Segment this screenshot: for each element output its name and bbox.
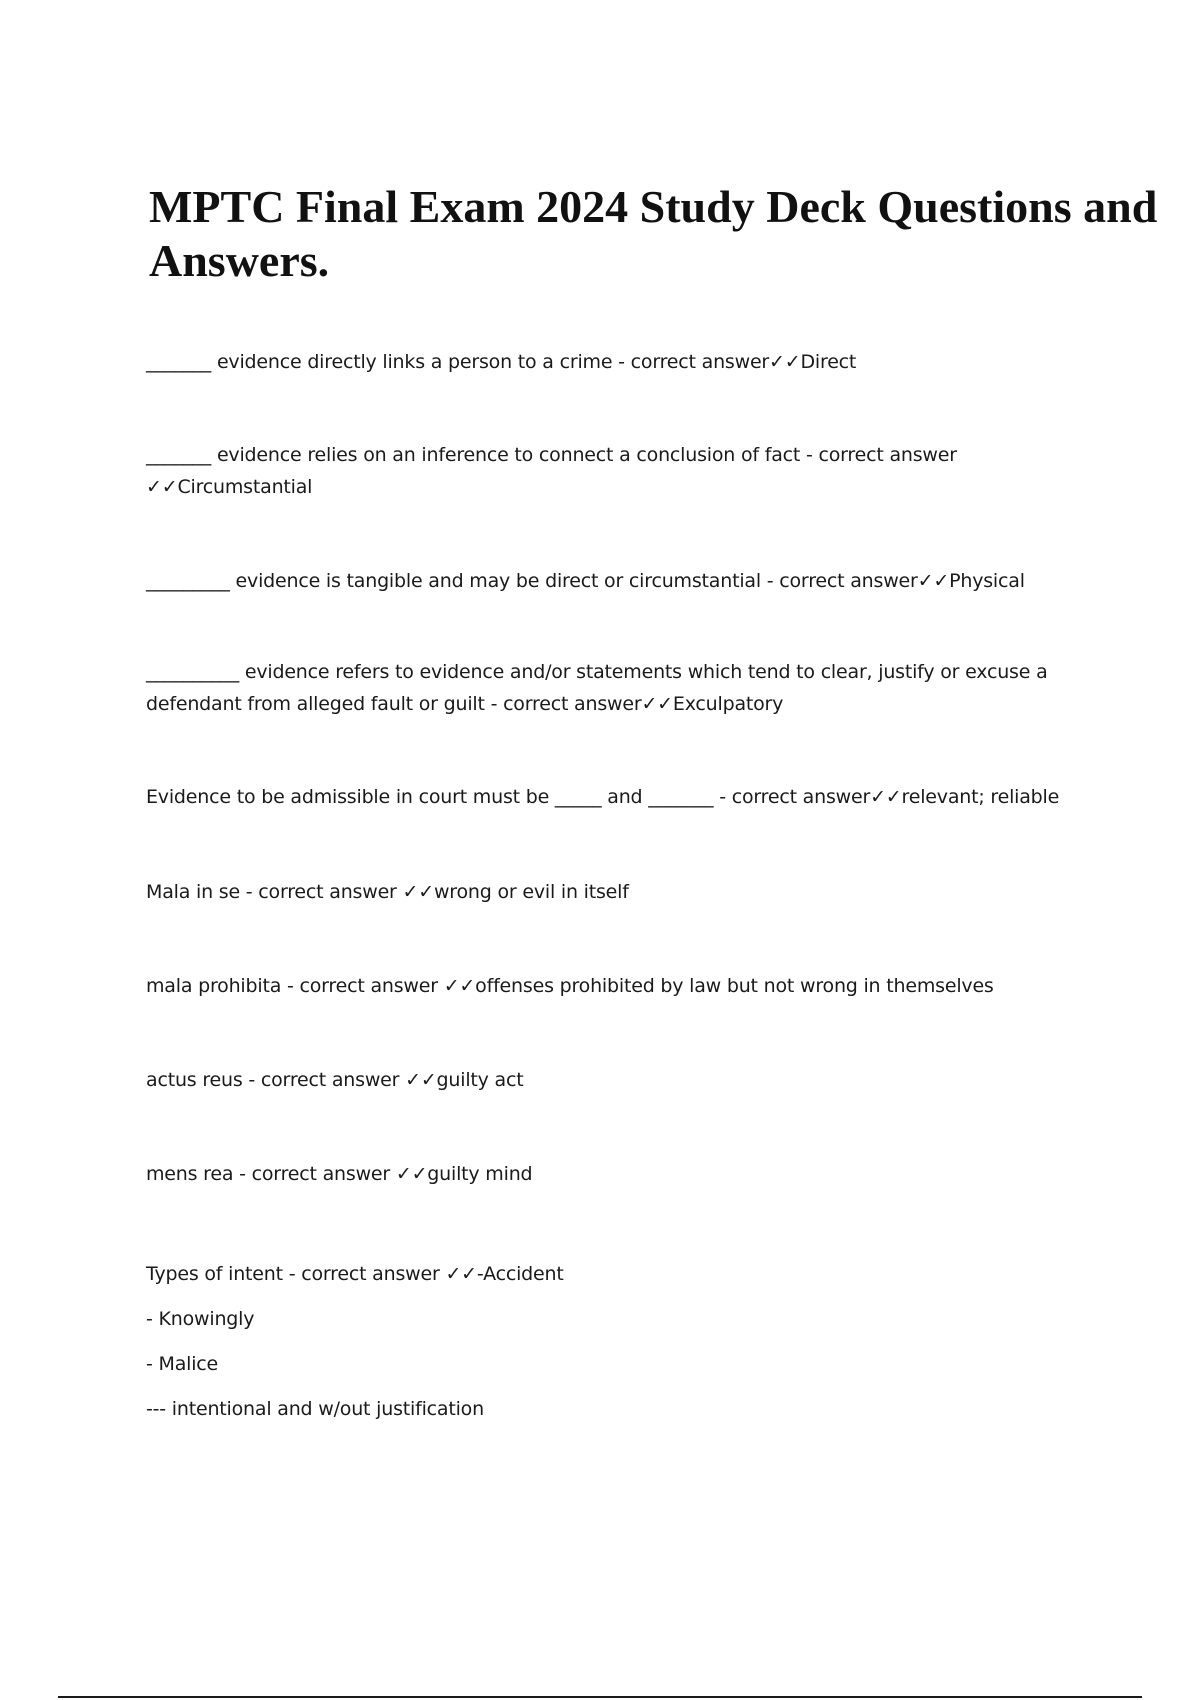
qa-line: _________ evidence is tangible and may be direct or circumstantial - correct answer✓✓Physical xyxy=(146,570,1025,592)
footer-divider xyxy=(58,1696,1142,1698)
qa-line: ✓✓Circumstantial xyxy=(146,476,313,498)
qa-card-6 xyxy=(146,876,1106,908)
qa-card-7 xyxy=(146,970,1106,1002)
qa-line: __________ evidence refers to evidence and/or statements which tend to clear, justify or excuse a xyxy=(146,661,1048,683)
qa-line: _______ evidence relies on an inference to connect a conclusion of fact - correct answer xyxy=(146,444,957,466)
qa-card-4 xyxy=(146,656,1106,720)
qa-card-2 xyxy=(146,439,1106,503)
qa-line: - Malice xyxy=(146,1353,219,1375)
qa-line: mens rea - correct answer ✓✓guilty mind xyxy=(146,1163,533,1185)
qa-card-1 xyxy=(146,346,1106,378)
qa-card-8 xyxy=(146,1064,1106,1096)
qa-line: _______ evidence directly links a person to a crime - correct answer✓✓Direct xyxy=(146,351,857,373)
qa-line: defendant from alleged fault or guilt - correct answer✓✓Exculpatory xyxy=(146,693,784,715)
qa-card-5 xyxy=(146,781,1106,813)
qa-line: Types of intent - correct answer ✓✓-Accident xyxy=(146,1263,564,1285)
qa-line: --- intentional and w/out justification xyxy=(146,1398,484,1420)
qa-line: mala prohibita - correct answer ✓✓offenses prohibited by law but not wrong in themselves xyxy=(146,975,994,997)
qa-line: - Knowingly xyxy=(146,1308,255,1330)
page-title: MPTC Final Exam 2024 Study Deck Questions and Answers. xyxy=(149,181,1158,286)
qa-card-10 xyxy=(146,1252,1106,1432)
qa-card-3 xyxy=(146,565,1106,597)
qa-line: actus reus - correct answer ✓✓guilty act xyxy=(146,1069,524,1091)
qa-line: Evidence to be admissible in court must be _____ and _______ - correct answer✓✓relevant; reliable xyxy=(146,786,1060,808)
qa-card-9 xyxy=(146,1158,1106,1190)
qa-line: Mala in se - correct answer ✓✓wrong or evil in itself xyxy=(146,881,629,903)
